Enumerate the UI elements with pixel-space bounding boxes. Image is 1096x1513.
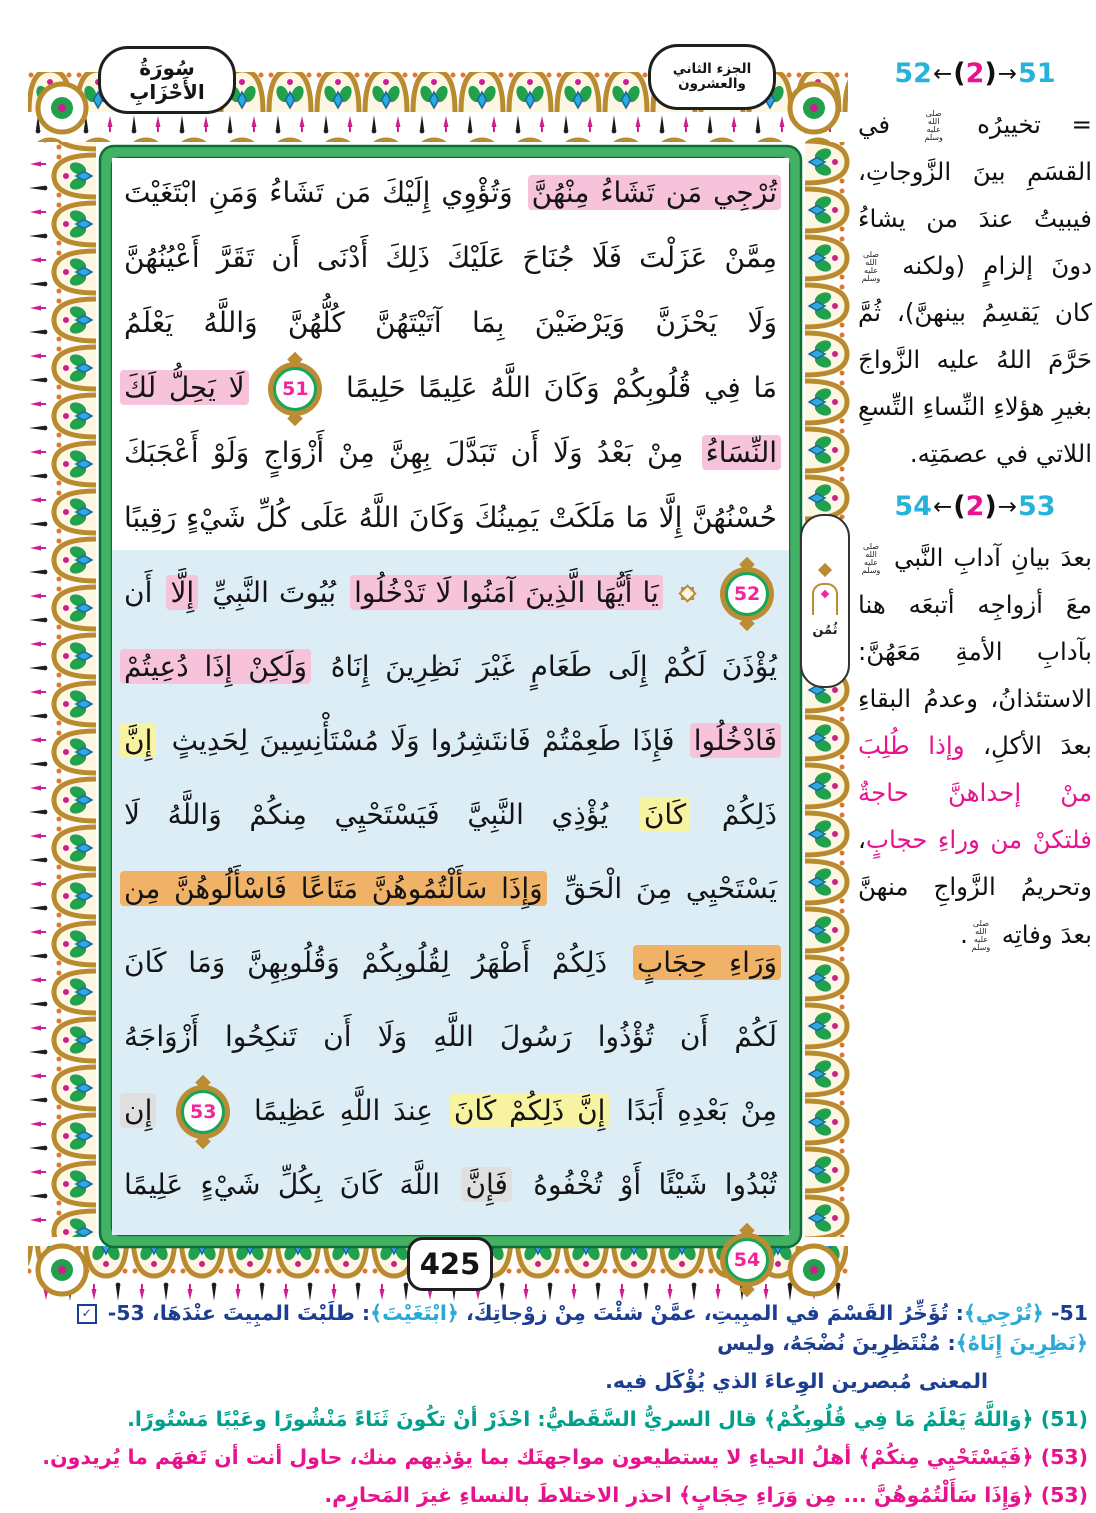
hizb-eighth-marker [800,514,850,688]
paren: ( [953,58,966,89]
footnote-text: أهلُ الحياءِ لا يستطيعون مواجهتَك بما يؤذيهم منك، حاول أنت أن تَفهَم ما يُريدون. [42,1445,859,1469]
commentary-text: . [960,919,968,949]
quran-text-segment: ذَلِكُمْ أَطْهَرُ لِقُلُوبِكُمْ وَقُلُوبِهِنَّ وَمَا كَانَ [124,946,608,979]
quran-text-segment: مِمَّنْ عَزَلْتَ فَلَا جُنَاحَ عَلَيْكَ ذَلِكَ أَدْنَى أَن تَقَرَّ أَعْيُنُهُنَّ [124,241,777,274]
footnote-line [18,1404,1088,1434]
quran-text-segment: إِنَّ ذَلِكُمْ كَانَ [450,1093,610,1128]
salawat-symbol: صلى الله عليه وسلم [861,542,881,576]
footnote-text: (53) [1033,1483,1088,1507]
quran-text-segment: يُؤْذَنَ لَكُمْ إِلَى طَعَامٍ غَيْرَ نَظِرِينَ إِنَاهُ [330,650,777,683]
quran-text-segment: ذَلِكُمْ [721,798,778,831]
arrow-right-icon: → [997,60,1018,87]
quran-text-segment: تُرْجِي مَن تَشَاءُ مِنْهُنَّ [528,175,781,210]
range-start-number: 51 [1018,58,1056,89]
arrow-right-icon: → [997,493,1018,520]
quran-text-segment: فَإِذَا طَعِمْتُمْ فَانتَشِرُوا وَلَا مُسْتَأْنِسِينَ لِحَدِيثٍ [171,724,675,757]
commentary-text: وإذا طُلِبَ منْ إحداهنَّ حاجةٌ فلتكنْ من وراءِ حجابٍ [858,731,1092,855]
quran-line [120,1000,781,1074]
page-number: 425 [407,1237,493,1291]
footnote-text: ﴿نَظِرِينَ إِنَاهُ﴾ [955,1331,1088,1355]
quran-text-segment: النِّسَاءُ [702,435,781,470]
commentary-text: كان يَقسِمُ بينهنَّ)، ثُمَّ حَرَّمَ اللهُ عليه الزَّواجَ بغيرِ هؤلاءِ النِّساءِ التِّسعِ اللاتي في عصمَتِه. [858,298,1092,469]
range-start-number: 53 [1018,491,1056,523]
salawat-symbol: صلى الله عليه وسلم [861,250,881,284]
footnote-text: : مُنْتَظِرِينَ نُضْجَهُ، وليس [717,1331,956,1355]
verse-number-medallion: 53 [181,1090,225,1134]
juz-title-cartouche [648,44,776,110]
footnote-text: ﴿تُرْجِي﴾ [963,1301,1044,1325]
quran-text-segment: وَلَا يَحْزَنَّ وَيَرْضَيْنَ بِمَا آتَيْتَهُنَّ كُلُّهُنَّ وَاللَّهُ يَعْلَمُ [124,306,777,339]
quran-text-segment: وَلَكِنْ إِذَا دُعِيتُمْ [120,649,311,684]
quran-text-segment: إِنَّ [120,723,156,758]
salawat-symbol: صلى الله عليه وسلم [971,918,991,952]
footnote-line [18,1480,1088,1510]
surah-title-cartouche [98,46,236,114]
footnote-text: 51- [1043,1301,1088,1325]
quran-text-segment: بُيُوتَ النَّبِيِّ [212,576,337,609]
verse-number-medallion: 52 [725,572,769,616]
quran-text-segment: مِنْ بَعْدُ وَلَا أَن تَبَدَّلَ بِهِنَّ مِنْ أَزْوَاجٍ وَلَوْ أَعْجَبَكَ [124,436,684,469]
quran-text-segment: فَادْخُلُوا [690,723,781,758]
footnote-text: ﴿فَيَسْتَحْيِي مِنكُمْ﴾ [858,1445,1034,1469]
commentary-text: = تخييرُه [946,110,1092,139]
range-end-number: 52 [894,58,932,89]
footnote-line [18,1366,1088,1396]
commentary-paragraph [858,534,1092,957]
arrow-left-icon: ← [932,60,953,87]
quran-line [120,556,781,630]
hizb-eighth-label: ثُمُن [812,622,838,638]
quran-line [120,1074,781,1148]
quran-text-segment: وَإِذَا سَأَلْتُمُوهُنَّ مَتَاعًا فَاسْأَلُوهُنَّ مِن [120,871,547,906]
range-end-number: 54 [894,491,932,523]
paren: ( [953,491,966,523]
quran-line [120,160,781,225]
quran-line [120,420,781,485]
quran-text-segment: وَرَاءِ حِجَابٍ [633,945,781,980]
quran-line [120,704,781,778]
quran-text-segment: إِلَّا [166,575,198,610]
commentary-sidebar [858,56,1092,972]
quran-line [120,290,781,355]
quran-text-segment: يَا أَيُّهَا الَّذِينَ آمَنُوا لَا تَدْخُلُوا [350,575,663,610]
checkbox-icon: ✓ [77,1304,97,1324]
range-group-number: 2 [965,58,985,89]
footnote-text: (53) [1033,1445,1088,1469]
quran-line [120,355,781,420]
diamond-icon [818,562,832,576]
quran-text-segment: يُؤْذِي النَّبِيَّ فَيَسْتَحْيِي مِنكُمْ وَاللَّهُ لَا [124,798,609,831]
niche-icon [812,583,838,615]
commentary-text: بعدَ بيانِ آدابِ النَّبي [884,543,1092,573]
quran-text-segment: اللَّهَ كَانَ بِكُلِّ شَيْءٍ عَلِيمًا [124,1168,441,1201]
verse-zone-51 [112,158,789,550]
quran-text-segment: لَا يَحِلُّ لَكَ [120,370,249,405]
paren: ) [984,491,997,523]
salawat-symbol: صلى الله عليه وسلم [924,109,943,142]
verse-range-header [858,491,1092,522]
quran-line [120,778,781,852]
footnote-text: احذر الاختلاطَ بالنساءِ غيرَ المَحارِم. [324,1483,679,1507]
quran-line [120,630,781,704]
footnote-text: ﴿وَاللَّهُ يَعْلَمُ مَا فِي قُلُوبِكُمْ﴾ [764,1407,1034,1431]
quran-text-segment: إِن [120,1093,156,1128]
quran-text-segment: عِندَ اللَّهِ عَظِيمًا [254,1094,434,1127]
quran-line [120,225,781,290]
commentary-text: معَ أزواجِه أتبعَه هنا بآدابِ الأمةِ مَعَهُنَّ: الاستئذانُ، وعدمُ البقاءِ بعدَ الأكلِ، [858,590,1092,761]
quran-line [120,852,781,926]
surah-title: سُورَةُ الأَحْزَابِ [129,56,205,104]
footnote-text: قال السريُّ السَّقَطيُّ: احْذَرْ أنْ تكُونَ ثَنَاءً مَنْشُورًا وعَيْبًا مَسْتُورًا. [127,1407,765,1431]
quran-text-segment: كَانَ [640,797,690,832]
footnote-text: ﴿ابْتَغَيْتَ﴾ [370,1301,459,1325]
quran-text-segment: لَكُمْ أَن تُؤْذُوا رَسُولَ اللَّهِ وَلَا أَن تَنكِحُوا أَزْوَاجَهُ [124,1020,777,1053]
footnote-text: ﴿وَإِذَا سَأَلْتُمُوهُنَّ ... مِن وَرَاءِ حِجَابٍ﴾ [678,1483,1034,1507]
quran-text-segment: أَن [124,576,153,609]
quran-text-segment: مَا فِي قُلُوبِكُمْ وَكَانَ اللَّهُ عَلِيمًا حَلِيمًا [346,371,777,404]
footnote-text: المعنى مُبصرين الوِعاءَ الذي يُؤْكَل فيه. [605,1369,988,1393]
footnote-text: : طلَبْتَ المبِيتَ عنْدَهَا، 53- [100,1301,371,1325]
quran-text-segment: حُسْنُهُنَّ إِلَّا مَا مَلَكَتْ يَمِينُكَ وَكَانَ اللَّهُ عَلَى كُلِّ شَيْءٍ رَقِيبًا [124,501,777,534]
quran-line [120,485,781,550]
footnote-text: : تُؤَخِّرُ القَسْمَ في المبِيتِ، عمَّنْ شئْتَ مِنْ زوْجاتِكَ، [458,1301,964,1325]
quran-text-segment: يَسْتَحْيِي مِنَ الْحَقِّ [564,872,778,905]
verse-range-header [858,58,1092,89]
quran-line [120,926,781,1000]
footnotes [18,1298,1088,1513]
verse-number-medallion: 51 [273,367,317,411]
range-group-number: 2 [965,491,985,523]
juz-title: الجزء الثاني والعشرون [672,61,752,92]
footnote-line [18,1442,1088,1472]
quran-text-segment: تُبْدُوا شَيْئًا أَوْ تُخْفُوهُ [533,1168,777,1201]
commentary-text: في القسَمِ بينَ الزَّوجاتِ، فيبيتُ عندَ من يشاءُ دونَ إلزامٍ (ولكنه [858,110,1092,281]
paren: ) [984,58,997,89]
rub-el-hizb-icon [677,583,699,605]
quran-text-segment: وَتُؤْوِي إِلَيْكَ مَن تَشَاءُ وَمَنِ ابْتَغَيْتَ [124,176,513,209]
quran-text-segment: فَإِنَّ [461,1167,511,1202]
commentary-paragraph [858,101,1092,477]
quran-text-segment: مِنْ بَعْدِهِ أَبَدًا [626,1094,777,1127]
footnote-line [18,1298,1088,1358]
arrow-left-icon: ← [932,493,953,520]
footnote-text: (51) [1033,1407,1088,1431]
verse-number-medallion: 54 [725,1238,769,1282]
commentary-text: ، وتحريمُ الزَّواجِ منهنَّ بعدَ وفاتِه [858,825,1092,949]
